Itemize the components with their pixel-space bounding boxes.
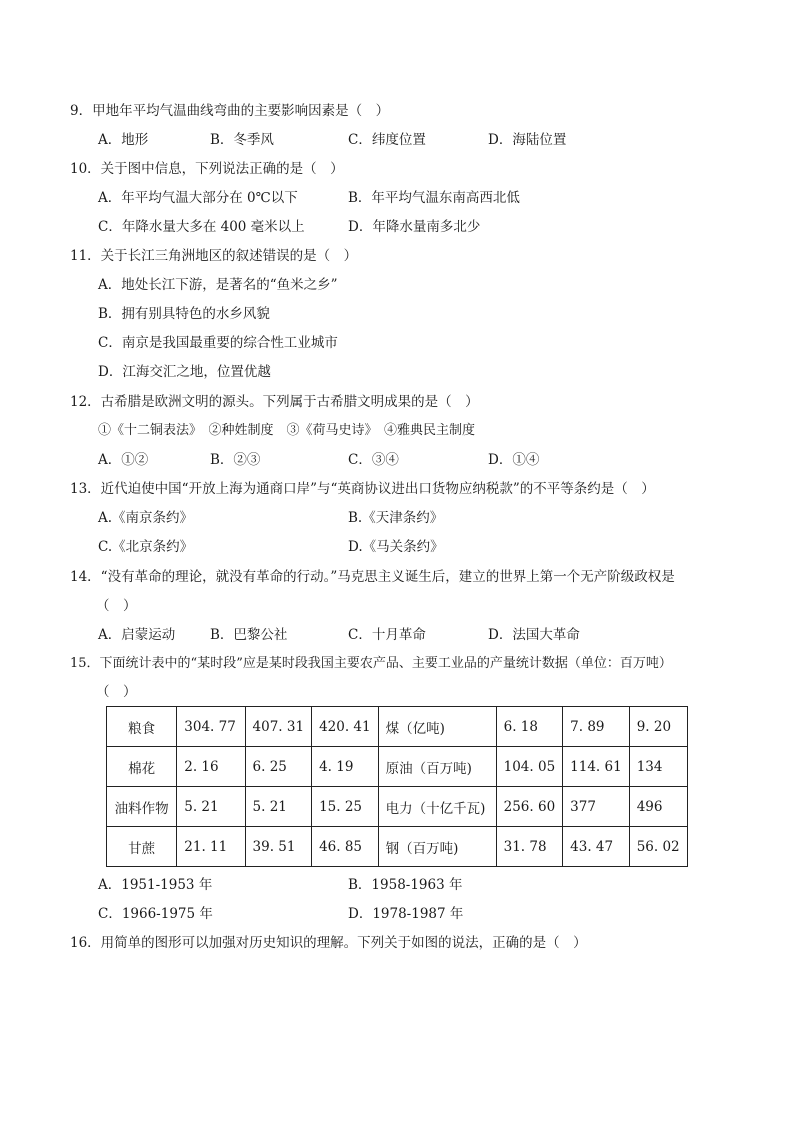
- question-14-option-b: B．巴黎公社: [210, 627, 288, 643]
- question-12-option-a: A．①②: [98, 452, 149, 468]
- table-row: [107, 827, 688, 867]
- table-cell: 21. 11: [177, 827, 245, 867]
- question-10-option-a: A．年平均气温大部分在 0℃以下: [98, 190, 298, 206]
- table-cell: 104. 05: [496, 747, 563, 787]
- question-9-option-a: A．地形: [98, 132, 149, 148]
- table-cell: 7. 89: [563, 707, 630, 747]
- question-13-option-a: A.《南京条约》: [98, 510, 194, 526]
- question-14-answer-paren: （ ）: [96, 598, 137, 614]
- question-14-option-c: C．十月革命: [348, 627, 426, 643]
- question-11-option-d: D．江海交汇之地，位置优越: [98, 364, 271, 380]
- table-cell: 油料作物: [107, 787, 177, 827]
- question-14-stem: 14．“没有革命的理论，就没有革命的行动。”马克思主义诞生后，建立的世界上第一个无产阶级政权是: [70, 569, 675, 585]
- table-cell: 原油（百万吨): [378, 747, 496, 787]
- question-14-option-a: A．启蒙运动: [98, 627, 176, 643]
- question-9-stem: 9．甲地年平均气温曲线弯曲的主要影响因素是（ ）: [70, 103, 390, 119]
- question-10-option-d: D．年降水量南多北少: [348, 219, 481, 235]
- production-stats-table: [106, 706, 688, 867]
- table-cell: 2. 16: [177, 747, 245, 787]
- table-cell: 134: [629, 747, 687, 787]
- table-cell: 甘蔗: [107, 827, 177, 867]
- table-cell: 256. 60: [496, 787, 563, 827]
- table-row: [107, 787, 688, 827]
- question-11-option-a: A．地处长江下游，是著名的“鱼米之乡”: [98, 277, 338, 293]
- table-cell: 407. 31: [245, 707, 312, 747]
- table-row: [107, 747, 688, 787]
- table-cell: 煤（亿吨): [378, 707, 496, 747]
- table-cell: 377: [563, 787, 630, 827]
- table-cell: 304. 77: [177, 707, 245, 747]
- table-cell: 5. 21: [177, 787, 245, 827]
- question-9-option-c: C．纬度位置: [348, 132, 426, 148]
- table-cell: 5. 21: [245, 787, 312, 827]
- question-15-option-a: A．1951-1953 年: [98, 877, 213, 893]
- table-cell: 4. 19: [312, 747, 379, 787]
- table-cell: 6. 18: [496, 707, 563, 747]
- question-9-option-d: D．海陆位置: [488, 132, 567, 148]
- question-15-answer-paren: （ ）: [96, 684, 137, 700]
- table-cell: 棉花: [107, 747, 177, 787]
- question-12-option-b: B．②③: [210, 452, 261, 468]
- question-13-option-b: B.《天津条约》: [348, 510, 444, 526]
- question-11-stem: 11．关于长江三角洲地区的叙述错误的是（ ）: [70, 248, 358, 264]
- table-cell: 420. 41: [312, 707, 379, 747]
- question-12-option-d: D．①④: [488, 452, 540, 468]
- question-15-option-d: D．1978-1987 年: [348, 906, 464, 922]
- table-cell: 电力（十亿千瓦): [378, 787, 496, 827]
- question-13-option-c: C.《北京条约》: [98, 539, 194, 555]
- question-11-option-b: B．拥有别具特色的水乡风貌: [98, 306, 270, 322]
- question-12-option-c: C．③④: [348, 452, 399, 468]
- question-15-option-b: B．1958-1963 年: [348, 877, 463, 893]
- question-10-option-c: C．年降水量大多在 400 毫米以上: [98, 219, 305, 235]
- question-13-stem: 13．近代迫使中国“开放上海为通商口岸”与“英商协议进出口货物应纳税款”的不平等条约是（ ）: [70, 481, 655, 497]
- question-11-option-c: C．南京是我国最重要的综合性工业城市: [98, 335, 338, 351]
- table-cell: 114. 61: [563, 747, 630, 787]
- question-12-stem: 12．古希腊是欧洲文明的源头。下列属于古希腊文明成果的是（ ）: [70, 394, 479, 410]
- table-cell: 56. 02: [629, 827, 687, 867]
- question-9-option-b: B．冬季风: [210, 132, 274, 148]
- question-12-items: ①《十二铜表法》 ②种姓制度 ③《荷马史诗》 ④雅典民主制度: [98, 423, 476, 438]
- question-15-stem: 15．下面统计表中的“某时段”应是某时段我国主要农产品、主要工业品的产量统计数据（单位：百万吨）: [70, 656, 672, 671]
- table-cell: 钢（百万吨): [378, 827, 496, 867]
- table-cell: 15. 25: [312, 787, 379, 827]
- table-cell: 粮食: [107, 707, 177, 747]
- table-row: [107, 707, 688, 747]
- question-15-option-c: C．1966-1975 年: [98, 906, 213, 922]
- question-14-option-d: D．法国大革命: [488, 627, 580, 643]
- table-cell: 496: [629, 787, 687, 827]
- table-cell: 6. 25: [245, 747, 312, 787]
- table-cell: 46. 85: [312, 827, 379, 867]
- table-cell: 39. 51: [245, 827, 312, 867]
- table-cell: 31. 78: [496, 827, 563, 867]
- question-16-stem: 16．用简单的图形可以加强对历史知识的理解。下列关于如图的说法，正确的是（ ）: [70, 935, 587, 951]
- table-cell: 43. 47: [563, 827, 630, 867]
- question-13-option-d: D.《马关条约》: [348, 539, 444, 555]
- question-10-stem: 10．关于图中信息，下列说法正确的是（ ）: [70, 161, 344, 177]
- table-cell: 9. 20: [629, 707, 687, 747]
- question-10-option-b: B．年平均气温东南高西北低: [348, 190, 520, 206]
